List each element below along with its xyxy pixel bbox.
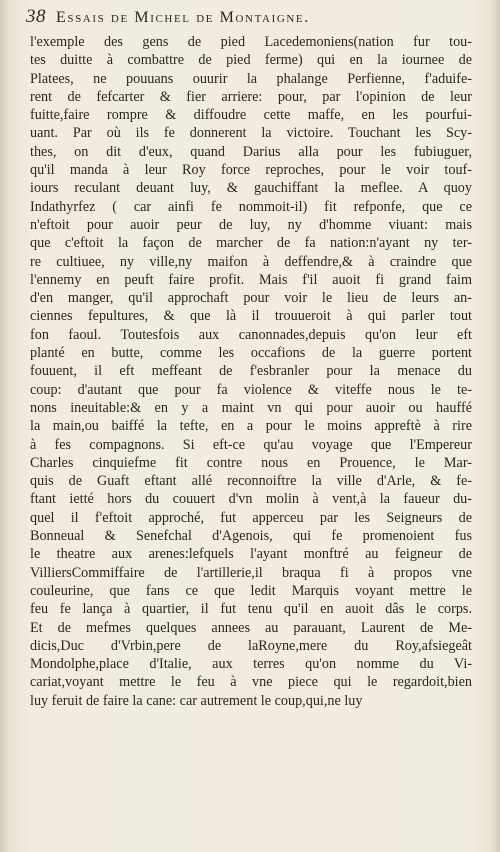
text-line: l'ennemy en peuft faire profit. Mais f'il auoit fi grand faim — [30, 271, 472, 288]
text-line: n'eftoit pour auoir peur de luy, ny d'homme viuant: mais — [30, 216, 472, 233]
page-gutter-shadow — [0, 0, 10, 852]
text-line: rent de fefcarter & fier arriere: pour, par l'opinion de leur — [30, 88, 472, 105]
text-line: Bonneual & Senefchal d'Agenois, qui fe promenoient fus — [30, 528, 472, 545]
text-line: coup: d'autant que pour fa violence & viteffe nous le te- — [30, 381, 472, 398]
text-line: luy feruit de faire la cane: car autrement le coup,qui,ne luy — [30, 692, 363, 709]
text-line: Et de mefmes quelques annees au parauant, Laurent de Me- — [30, 619, 472, 636]
text-line: fon faoul. Toutesfois aux canonnades,depuis qu'on leur eft — [30, 326, 472, 343]
text-line: qu'il manda à leur Roy force reproches, pour le voir touf- — [30, 162, 472, 179]
text-line: cariat,voyant mettre le feu à vne piece qui le regardoit,bien — [30, 674, 472, 691]
text-line: uant. Par où ils fe donnerent la victoire. Touchant les Scy- — [30, 125, 472, 142]
text-line: le theatre aux arenes:lefquels l'ayant monftré au feigneur de — [30, 546, 472, 563]
text-line: d'en manger, qu'il approchaft pour voir le lieu de leurs an- — [30, 290, 472, 307]
text-line: fuitte,faire rompre & diffoudre cette maffe, en les pourfui- — [30, 107, 472, 124]
text-line: que c'eftoit la façon de marcher de fa nation:n'ayant ny ter- — [30, 235, 472, 252]
text-line: Platees, ne pouuans ouurir la phalange Perfienne, f'aduife- — [30, 70, 472, 87]
text-line: couleurine, que fans ce que ledit Marquis voyant mettre le — [30, 582, 472, 599]
text-line: iours reculant deuant luy, & gauchiffant la meflee. A quoy — [30, 180, 472, 197]
page-number: 38 — [26, 6, 46, 27]
text-line: re cultiuee, ny ville,ny maifon à deffendre,& à craindre que — [30, 253, 472, 270]
text-line: nons ineuitable:& en y a maint vn qui pour auoir ou hauffé — [30, 399, 472, 416]
text-line: VilliersCommiffaire de l'artillerie,il braqua fi à propos vne — [30, 564, 472, 581]
text-line: ciennes fepultures, & que là il trouueroit à qui parler tout — [30, 308, 472, 325]
running-head: Essais de Michel de Montaigne. — [56, 9, 310, 26]
text-line: Charles cinquiefme fit contre nous en Prouence, le Mar- — [30, 454, 472, 471]
page-header — [26, 6, 476, 32]
page-edge-shadow — [490, 0, 500, 852]
body-text — [30, 33, 472, 710]
text-line: quel il f'eftoit approché, fut apperceu par les Seigneurs de — [30, 509, 472, 526]
text-line: quis de Guaft eftant allé reconnoiftre la ville d'Arle, & fe- — [30, 473, 472, 490]
text-line: tes duitte à combattre de pied ferme) qui en la iournee de — [30, 52, 472, 69]
text-line: feu fe lança à quartier, il fut tenu qu'il en auoit dâs le corps. — [30, 601, 472, 618]
text-line: Indathyrfez ( car ainfi fe nommoit-il) fit refponfe, que ce — [30, 198, 472, 215]
text-line: la main,ou baiffé la tefte, en a pour le moins appreftè à rire — [30, 418, 472, 435]
text-line: ftant ietté hors du couuert d'vn molin à vent,à la faueur du- — [30, 491, 472, 508]
text-line: l'exemple des gens de pied Lacedemoniens(nation fur tou- — [30, 34, 472, 50]
text-line: à fes compagnons. Si eft-ce qu'au voyage que l'Empereur — [30, 436, 472, 453]
text-line: dicis,Duc d'Vrbin,pere de laRoyne,mere du Roy,afsiegeât — [30, 637, 472, 654]
text-line: Mondolphe,place d'Italie, aux terres qu'on nomme du Vi- — [30, 656, 472, 673]
text-line: fouuent, il eft meffeant de f'esbranler pour la menace du — [30, 363, 472, 380]
text-line: thes, on dit d'eux, quand Darius alla pour les fubiuguer, — [30, 143, 472, 160]
text-line: planté en butte, comme les occafions de la guerre portent — [30, 345, 472, 362]
